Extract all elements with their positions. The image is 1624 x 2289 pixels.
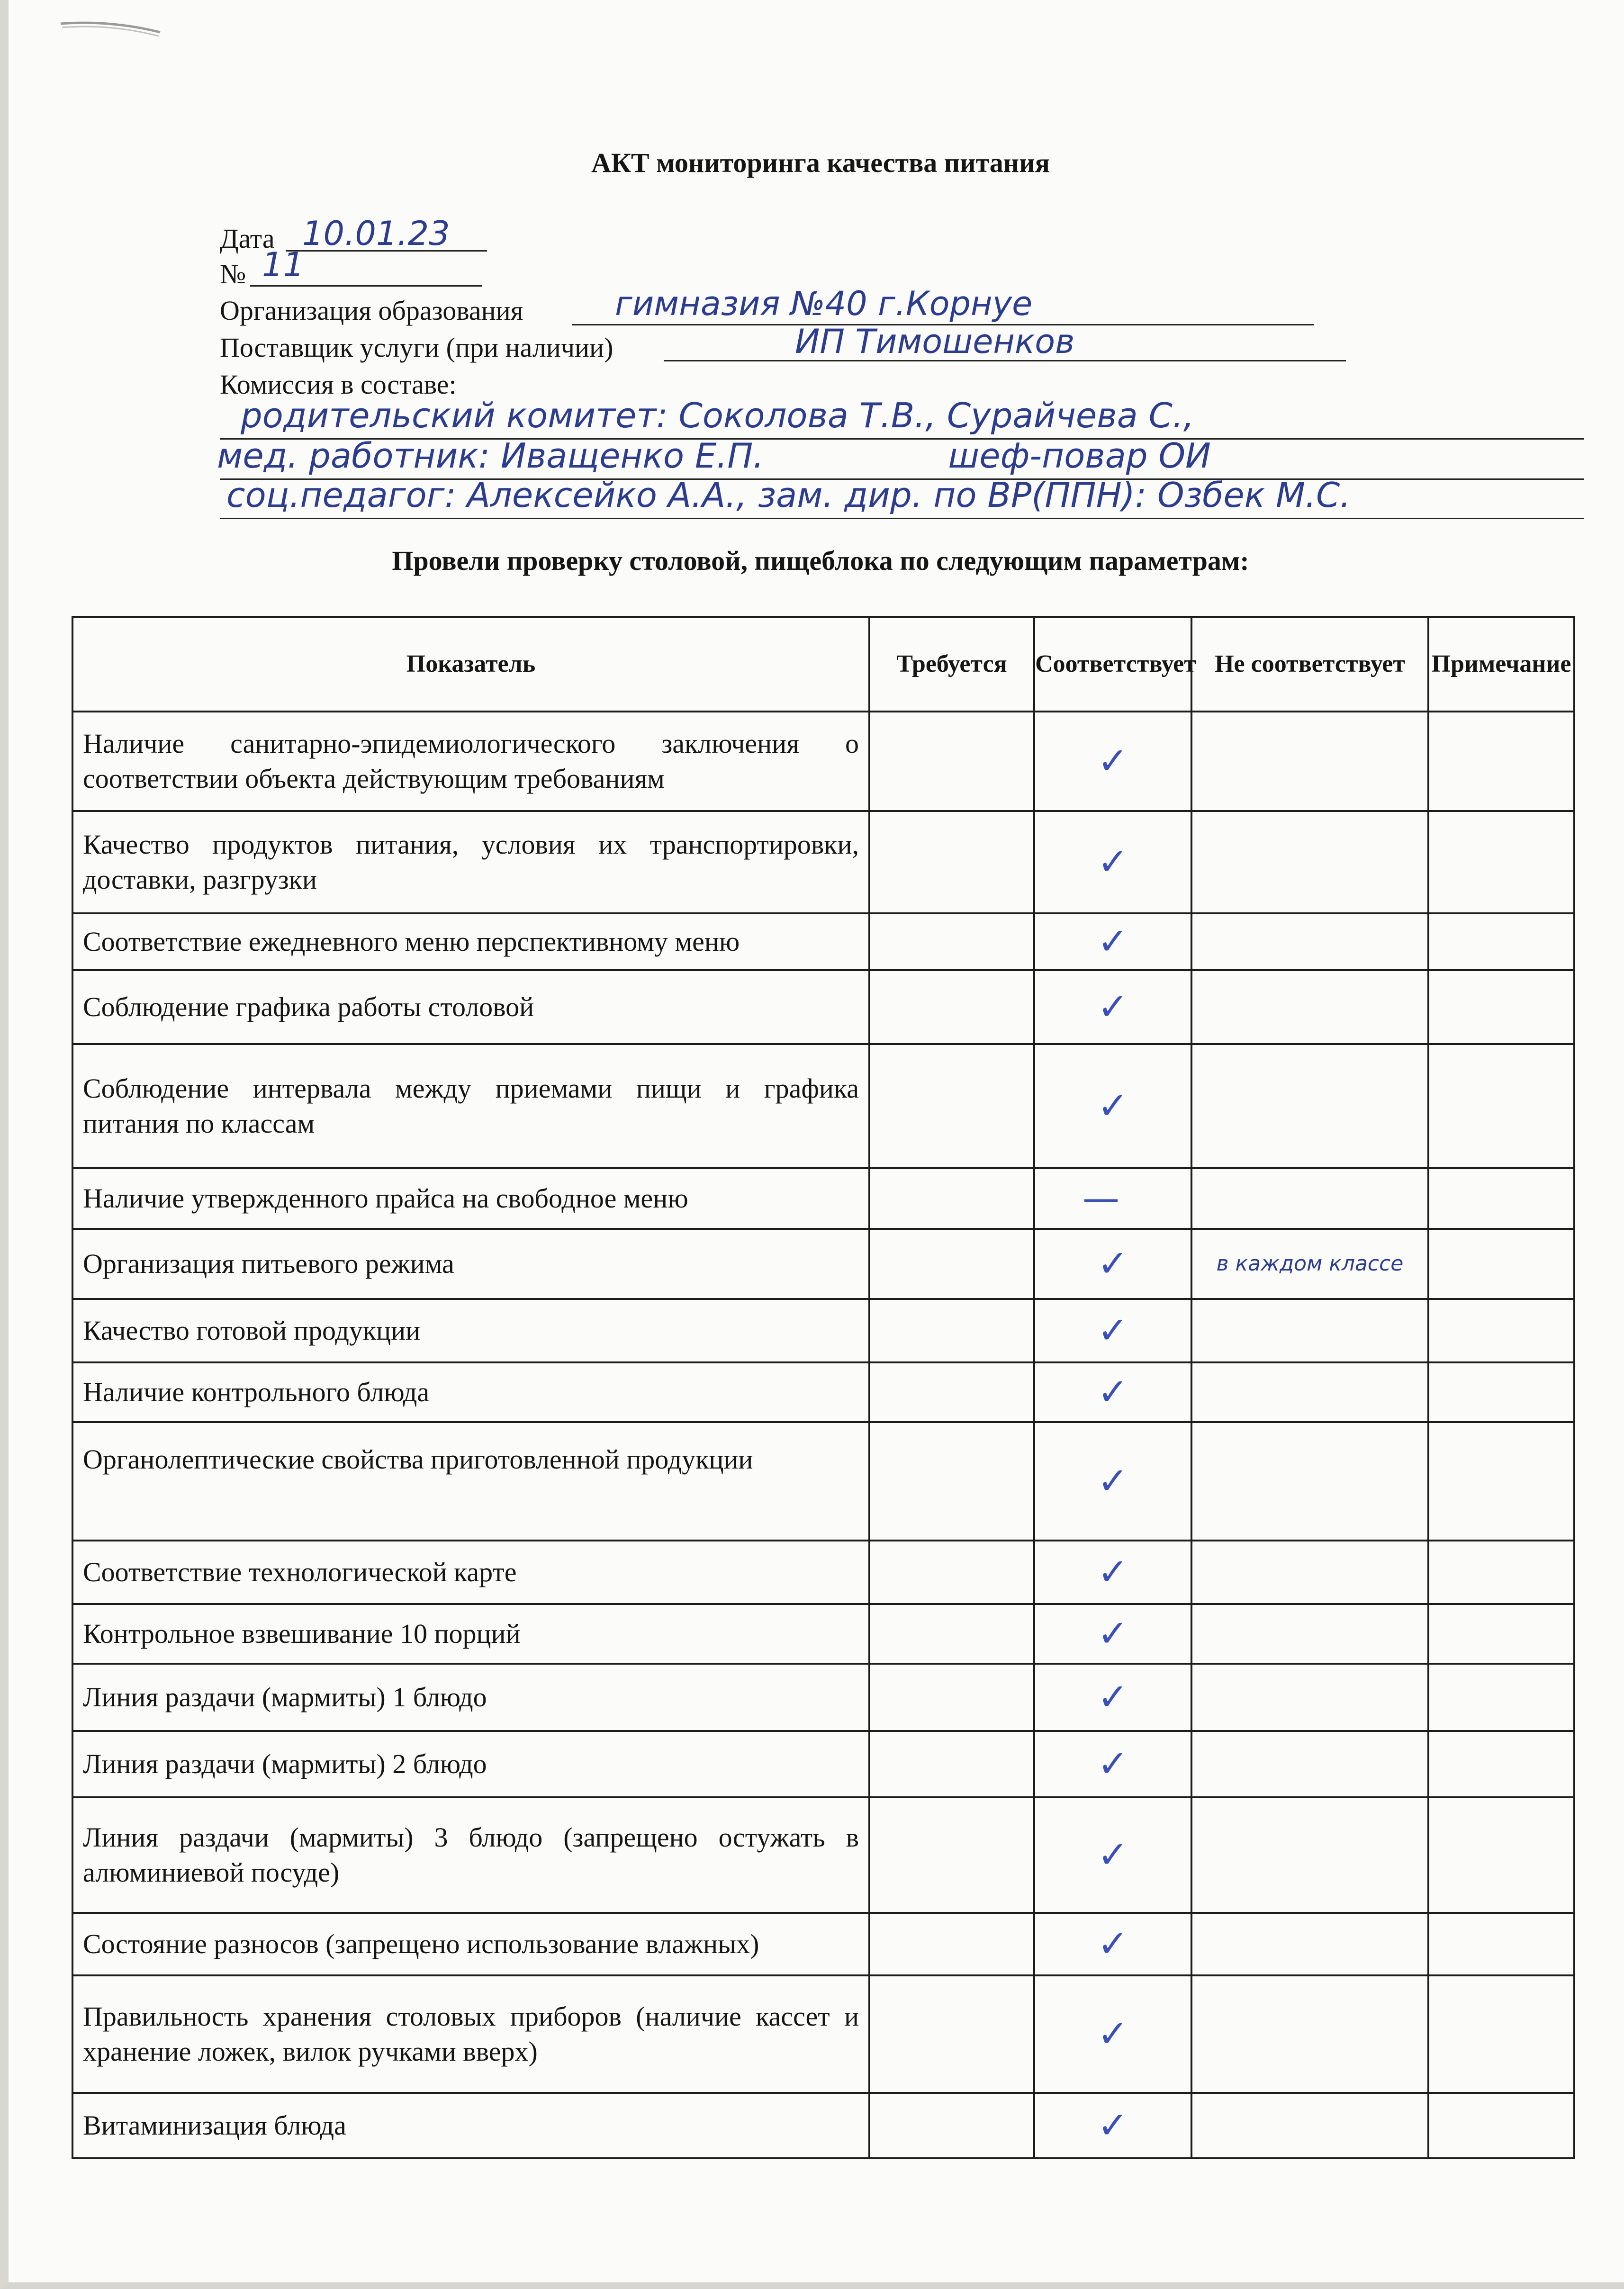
- row-note-cell: [1428, 1664, 1574, 1731]
- commission-label: Комиссия в составе:: [220, 369, 457, 400]
- check-mark-icon: ✓: [1034, 2093, 1191, 2158]
- row-indicator: Состояние разносов (запрещено использование влажных): [72, 1913, 869, 1975]
- table-header-row: [72, 617, 1574, 712]
- row-not-complies-cell: [1191, 1168, 1428, 1229]
- supplier-value: ИП Тимошенков: [795, 322, 1075, 361]
- row-indicator: Органолептические свойства приготовленной продукции: [72, 1422, 869, 1541]
- header-indicator: Показатель: [72, 617, 869, 712]
- check-mark-icon: ✓: [1034, 1044, 1191, 1168]
- check-mark-icon: ✓: [1034, 811, 1191, 913]
- row-indicator: Контрольное взвешивание 10 порций: [72, 1604, 869, 1664]
- check-mark-icon: ✓: [1034, 1541, 1191, 1604]
- row-indicator: Витаминизация блюда: [72, 2093, 869, 2158]
- row-required-cell: [869, 1731, 1034, 1797]
- supplier-label: Поставщик услуги (при наличии): [220, 332, 614, 363]
- header-note: Примечание: [1428, 617, 1574, 712]
- row-not-complies-cell: [1191, 1731, 1428, 1797]
- date-value: 10.01.23: [302, 214, 450, 253]
- row-required-cell: [869, 1168, 1034, 1229]
- row-indicator: Качество продуктов питания, условия их транспортировки, доставки, разгрузки: [72, 811, 869, 913]
- table-row: [72, 1731, 1574, 1797]
- header-required: Требуется: [869, 617, 1034, 712]
- table-row: [72, 1229, 1574, 1299]
- date-label: Дата: [220, 223, 275, 254]
- row-required-cell: [869, 913, 1034, 970]
- table-row: [72, 712, 1574, 811]
- staple-mark: [58, 19, 162, 38]
- row-required-cell: [869, 1664, 1034, 1731]
- row-indicator: Соответствие ежедневного меню перспективному меню: [72, 913, 869, 970]
- row-required-cell: [869, 712, 1034, 811]
- row-indicator: Качество готовой продукции: [72, 1299, 869, 1362]
- row-not-complies-cell: [1191, 1975, 1428, 2093]
- row-required-cell: [869, 970, 1034, 1044]
- row-note-cell: [1428, 1362, 1574, 1422]
- row-note-cell: [1428, 1797, 1574, 1913]
- header-not-complies: Не соответствует: [1191, 617, 1428, 712]
- check-mark-icon: ✓: [1034, 1422, 1191, 1541]
- commission-line-3: соц.педагог: Алексейко А.А., зам. дир. по ВР(ППН): Озбек М.С.: [226, 475, 1351, 515]
- check-mark-icon: ✓: [1034, 1975, 1191, 2093]
- row-note-cell: [1428, 1422, 1574, 1541]
- row-not-complies-cell: [1191, 913, 1428, 970]
- table-row: [72, 1422, 1574, 1541]
- table-row: [72, 811, 1574, 913]
- row-indicator: Соответствие технологической карте: [72, 1541, 869, 1604]
- row-required-cell: [869, 1044, 1034, 1168]
- row-note-cell: [1428, 1604, 1574, 1664]
- row-not-complies-cell: [1191, 1604, 1428, 1664]
- row-not-complies-cell: [1191, 1541, 1428, 1604]
- row-required-cell: [869, 1541, 1034, 1604]
- organization-label: Организация образования: [220, 295, 523, 326]
- row-indicator: Правильность хранения столовых приборов (наличие кассет и хранение ложек, вилок ручками вверх): [72, 1975, 869, 2093]
- check-mark-icon: ✓: [1034, 1913, 1191, 1975]
- table-row: [72, 1362, 1574, 1422]
- check-mark-icon: ✓: [1034, 1731, 1191, 1797]
- row-note-cell: [1428, 712, 1574, 811]
- number-value: 11: [262, 245, 305, 284]
- table-row: [72, 1604, 1574, 1664]
- row-not-complies-cell: [1191, 2093, 1428, 2158]
- check-mark-icon: ✓: [1034, 1229, 1191, 1299]
- row-not-complies-cell: [1191, 1664, 1428, 1731]
- row-note-cell: [1428, 913, 1574, 970]
- row-indicator: Наличие утвержденного прайса на свободное меню: [72, 1168, 869, 1229]
- check-mark-icon: ✓: [1034, 913, 1191, 970]
- table-row: [72, 1299, 1574, 1362]
- table-row: [72, 1044, 1574, 1168]
- row-indicator: Линия раздачи (мармиты) 2 блюдо: [72, 1731, 869, 1797]
- row-required-cell: [869, 811, 1034, 913]
- check-mark-icon: ✓: [1034, 970, 1191, 1044]
- row-indicator: Соблюдение графика работы столовой: [72, 970, 869, 1044]
- row-not-complies-cell: [1191, 1422, 1428, 1541]
- row-note-cell: [1428, 1299, 1574, 1362]
- row-note-cell: [1428, 1731, 1574, 1797]
- document-title: АКТ мониторинга качества питания: [591, 147, 1050, 178]
- row-note-cell: [1428, 811, 1574, 913]
- row-note-cell: [1428, 1913, 1574, 1975]
- row-note-cell: [1428, 1044, 1574, 1168]
- row-not-complies-cell: [1191, 1044, 1428, 1168]
- inspection-table: [72, 616, 1575, 2159]
- row-not-complies-cell: [1191, 712, 1428, 811]
- check-mark-icon: ✓: [1034, 1299, 1191, 1362]
- commission-line-2: мед. работник: Иващенко Е.П. шеф-повар ОИ: [217, 436, 1211, 476]
- row-note-cell: [1428, 1168, 1574, 1229]
- dash-mark-icon: —: [1034, 1168, 1191, 1229]
- row-not-complies-cell: [1191, 1362, 1428, 1422]
- row-note-cell: [1428, 1229, 1574, 1299]
- check-mark-icon: ✓: [1034, 712, 1191, 811]
- check-mark-icon: ✓: [1034, 1664, 1191, 1731]
- number-underline: [250, 285, 482, 287]
- not-complies-handwritten-note: в каждом классе: [1191, 1229, 1428, 1299]
- row-not-complies-cell: [1191, 1299, 1428, 1362]
- commission-line-1: родительский комитет: Соколова Т.В., Сурайчева С.,: [241, 396, 1194, 435]
- organization-value: гимназия №40 г.Корнуе: [615, 284, 1033, 323]
- row-required-cell: [869, 1604, 1034, 1664]
- table-row: [72, 913, 1574, 970]
- table-row: [72, 1541, 1574, 1604]
- check-mark-icon: ✓: [1034, 1604, 1191, 1664]
- row-indicator: Организация питьевого режима: [72, 1229, 869, 1299]
- check-mark-icon: ✓: [1034, 1362, 1191, 1422]
- check-mark-icon: ✓: [1034, 1797, 1191, 1913]
- row-indicator: Наличие контрольного блюда: [72, 1362, 869, 1422]
- commission-underline-3: [220, 518, 1584, 519]
- table-row: [72, 970, 1574, 1044]
- row-not-complies-cell: [1191, 970, 1428, 1044]
- table-row: [72, 1975, 1574, 2093]
- row-indicator: Наличие санитарно-эпидемиологического заключения о соответствии объекта действующим требованиям: [72, 712, 869, 811]
- row-note-cell: [1428, 1541, 1574, 1604]
- row-not-complies-cell: [1191, 1797, 1428, 1913]
- table-row: [72, 1913, 1574, 1975]
- row-required-cell: [869, 1975, 1034, 2093]
- row-required-cell: [869, 1422, 1034, 1541]
- row-indicator: Линия раздачи (мармиты) 3 блюдо (запрещено остужать в алюминиевой посуде): [72, 1797, 869, 1913]
- row-note-cell: [1428, 1975, 1574, 2093]
- row-required-cell: [869, 2093, 1034, 2158]
- row-required-cell: [869, 1797, 1034, 1913]
- section-title: Провели проверку столовой, пищеблока по следующим параметрам:: [392, 545, 1249, 576]
- row-not-complies-cell: [1191, 1913, 1428, 1975]
- table-row: [72, 1664, 1574, 1731]
- row-note-cell: [1428, 2093, 1574, 2158]
- row-required-cell: [869, 1362, 1034, 1422]
- row-note-cell: [1428, 970, 1574, 1044]
- row-not-complies-cell: [1191, 811, 1428, 913]
- row-indicator: Линия раздачи (мармиты) 1 блюдо: [72, 1664, 869, 1731]
- row-required-cell: [869, 1299, 1034, 1362]
- row-indicator: Соблюдение интервала между приемами пищи и графика питания по классам: [72, 1044, 869, 1168]
- number-label: №: [220, 259, 246, 289]
- row-required-cell: [869, 1913, 1034, 1975]
- row-required-cell: [869, 1229, 1034, 1299]
- table-row: [72, 1797, 1574, 1913]
- table-row: [72, 1168, 1574, 1229]
- header-complies: Соответствует: [1034, 617, 1191, 712]
- table-row: [72, 2093, 1574, 2158]
